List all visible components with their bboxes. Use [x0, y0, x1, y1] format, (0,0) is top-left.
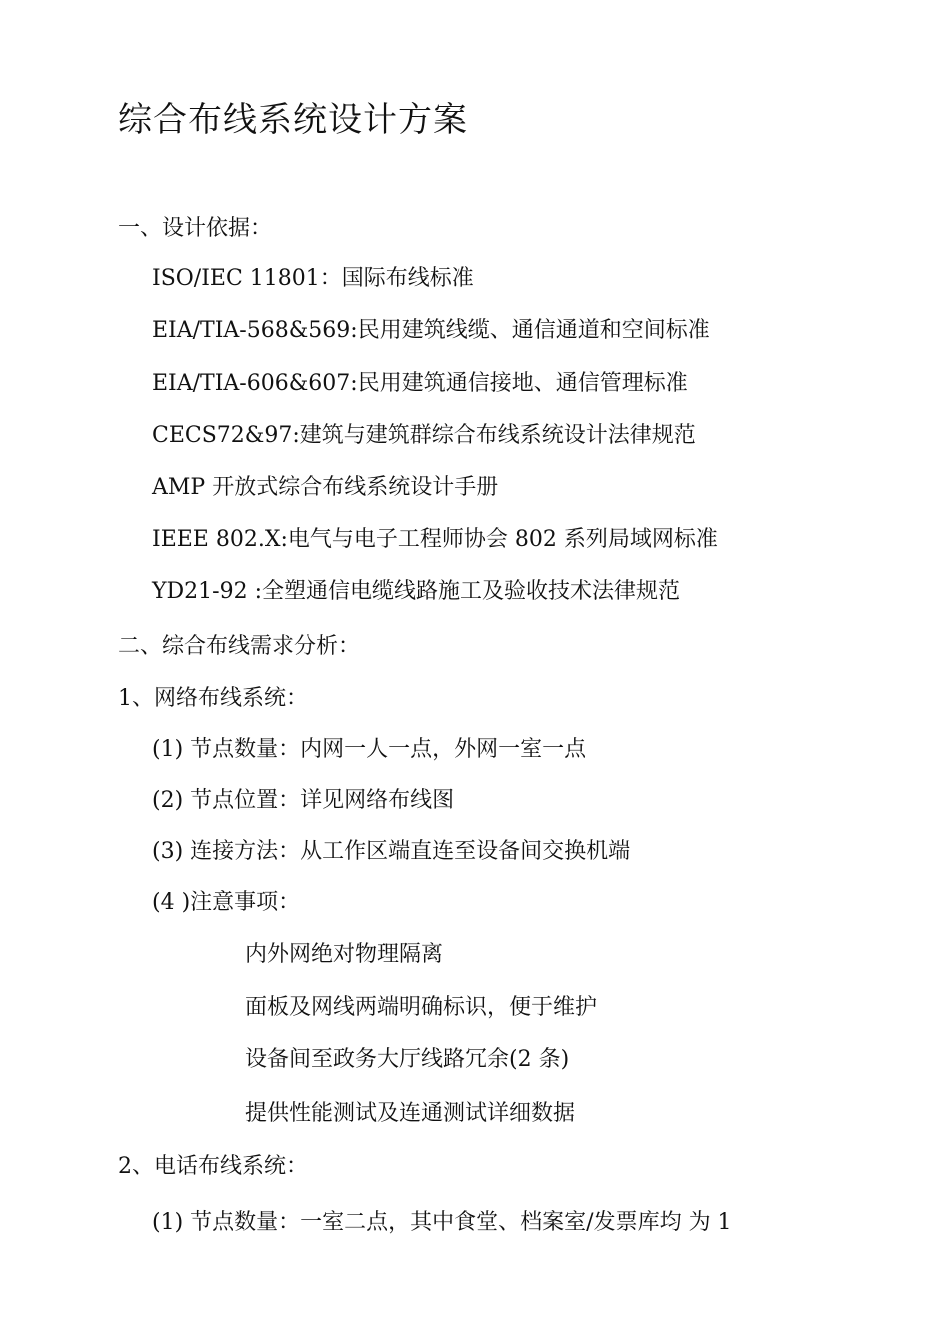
standard-item: AMP 开放式综合布线系统设计手册: [152, 475, 499, 500]
list-item: (1) 节点数量：内网一人一点，外网一室一点: [152, 737, 587, 762]
section-heading-requirements: 二、综合布线需求分析：: [118, 634, 361, 659]
subsection-heading-network: 1、网络布线系统：: [118, 686, 308, 711]
subsection-heading-telephone: 2、电话布线系统：: [118, 1154, 308, 1179]
standard-item: YD21-92 :全塑通信电缆线路施工及验收技术法律规范: [152, 579, 680, 604]
section-heading-design-basis: 一、设计依据：: [118, 216, 273, 241]
list-item: (1) 节点数量：一室二点，其中食堂、档案室/发票库均 为 1: [152, 1210, 732, 1235]
list-item: (2) 节点位置：详见网络布线图: [152, 788, 455, 813]
list-item: (4 )注意事项：: [152, 890, 301, 915]
note-item: 提供性能测试及连通测试详细数据: [245, 1101, 576, 1126]
note-item: 内外网绝对物理隔离: [245, 942, 444, 967]
note-item: 面板及网线两端明确标识，便于维护: [245, 995, 598, 1020]
list-item: (3) 连接方法：从工作区端直连至设备间交换机端: [152, 839, 631, 864]
standard-item: EIA/TIA-568&569:民用建筑线缆、通信通道和空间标准: [152, 318, 710, 343]
note-item: 设备间至政务大厅线路冗余(2 条): [245, 1047, 570, 1072]
standard-item: CECS72&97:建筑与建筑群综合布线系统设计法律规范: [152, 423, 696, 448]
standard-item: IEEE 802.X:电气与电子工程师协会 802 系列局域网标准: [152, 527, 718, 552]
standard-item: ISO/IEC 11801：国际布线标准: [152, 266, 474, 291]
document-title: 综合布线系统设计方案: [118, 100, 468, 140]
standard-item: EIA/TIA-606&607:民用建筑通信接地、通信管理标准: [152, 371, 688, 396]
